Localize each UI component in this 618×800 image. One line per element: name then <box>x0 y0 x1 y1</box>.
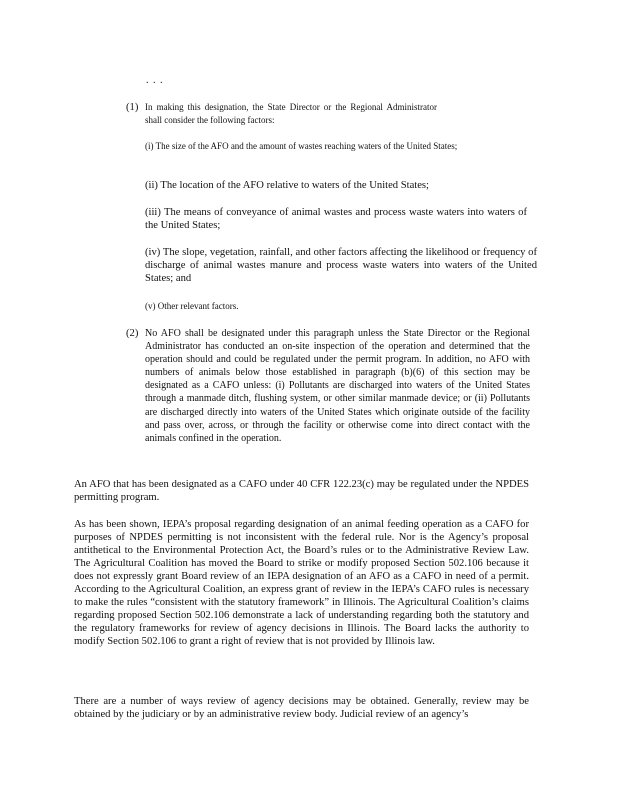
ellipsis: . . . <box>146 75 164 86</box>
factor-4: (iv) The slope, vegetation, rainfall, and other factors affecting the likelihood or frequency of discharge of animal wastes manure and process waste waters into waters of the United States; and <box>145 247 537 284</box>
item-2-text: No AFO shall be designated under this paragraph unless the State Director or the Regional Administrator has conducted an on-site inspection of the operation and determined that the operation should and could be regulated under the permit program. In addition, no AFO with numbers of animals below those established in paragraph (b)(6) of this section may be designated as a CAFO unless: (i) Pollutants are discharged into waters of the United States through a manmade ditch, flushing system, or other similar manmade device; or (ii) Pollutants are discharged directly into waters of the United States which originate outside of the facility and pass over, across, or through the facility or otherwise come into direct contact with the animals confined in the operation. <box>145 328 530 444</box>
body-paragraph-3: There are a number of ways review of agency decisions may be obtained. Generally, review may be obtained by the judiciary or by an administrative review body. Judicial review of an agency’s <box>74 696 529 720</box>
body-paragraph-2: As has been shown, IEPA’s proposal regarding designation of an animal feeding operation as a CAFO for purposes of NPDES permitting is not inconsistent with the federal rule. Nor is the Agency’s proposal antithetical to the Environmental Protection Act, the Board’s rules or to the Administrative Review Law. The Agricultural Coalition has moved the Board to strike or modify proposed Section 502.106 because it does not expressly grant Board review of an IEPA designation of an AFO as a CAFO in need of a permit. According to the Agricultural Coalition, an express grant of review in the IEPA’s CAFO rules is necessary to make the rules “consistent with the statutory framework” in Illinois. The Agricultural Coalition’s claims regarding proposed Section 502.106 demonstrate a lack of understanding regarding both the statutory and the regulatory frameworks for review of agency decisions in Illinois. The Board lacks the authority to modify Section 502.106 to grant a right of review that is not provided by Illinois law. <box>74 519 529 647</box>
factor-3: (iii) The means of conveyance of animal wastes and process waste waters into waters of the United States; <box>145 207 527 231</box>
body-paragraph-1: An AFO that has been designated as a CAFO under 40 CFR 122.23(c) may be regulated under the NPDES permitting program. <box>74 479 529 503</box>
item-2-number: (2) <box>126 328 139 339</box>
factor-1: (i) The size of the AFO and the amount of wastes reaching waters of the United States; <box>145 141 458 151</box>
factor-5: (v) Other relevant factors. <box>145 301 239 311</box>
item-1-number: (1) <box>126 102 139 113</box>
factor-2: (ii) The location of the AFO relative to waters of the United States; <box>145 180 429 191</box>
item-1-intro: In making this designation, the State Director or the Regional Administrator shall consider the following factors: <box>145 102 437 125</box>
